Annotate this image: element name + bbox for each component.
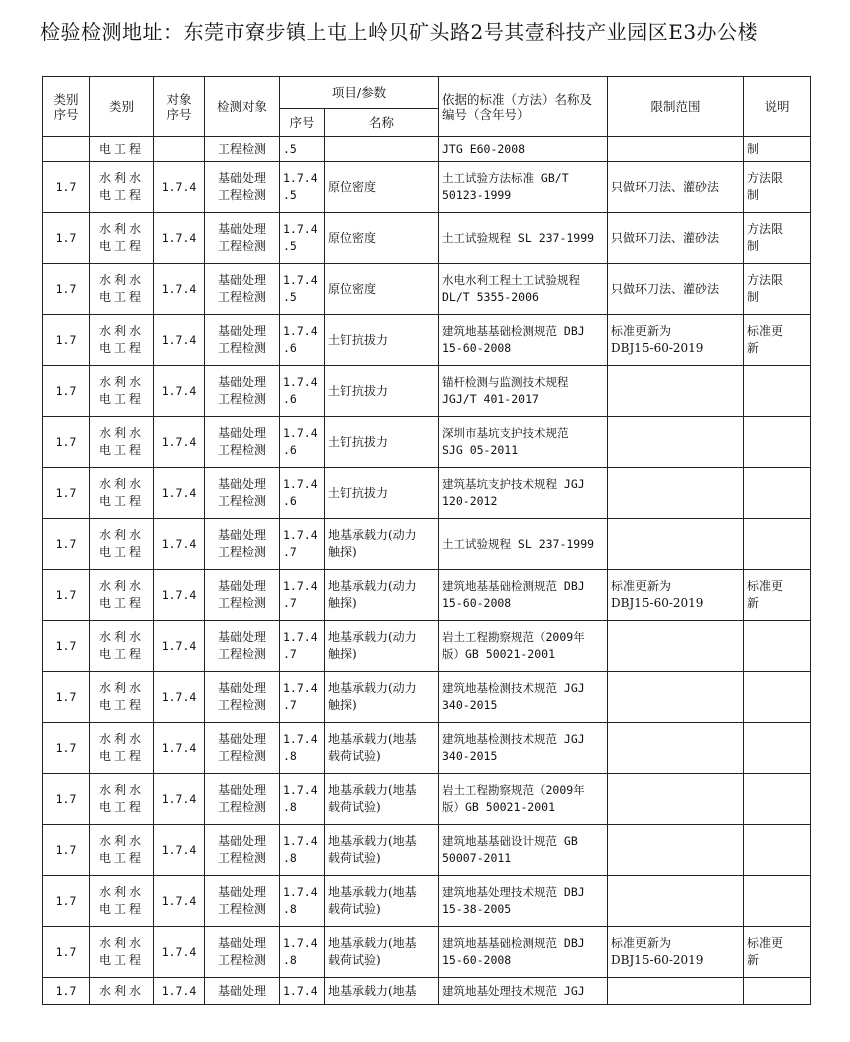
table-row — [43, 264, 811, 315]
cell-standard: 水电水利工程土工试验规程 DL/T 5355-2006 — [439, 264, 608, 315]
cell-object-no — [154, 137, 205, 162]
cell-object: 基础处理 工程检测 — [205, 570, 280, 621]
cell-item-no: 1.7.4 .8 — [280, 723, 325, 774]
header-standard: 依据的标准（方法）名称及 编号（含年号） — [439, 77, 608, 137]
cell-standard: 建筑地基处理技术规范 JGJ — [439, 978, 608, 1005]
cell-item-no: 1.7.4 .8 — [280, 927, 325, 978]
table-row — [43, 672, 811, 723]
cell-item-name: 地基承载力(地基 载荷试验) — [325, 927, 439, 978]
cell-note: 制 — [744, 137, 811, 162]
cell-limit: 只做环刀法、灌砂法 — [608, 213, 744, 264]
cell-limit — [608, 978, 744, 1005]
table-row — [43, 876, 811, 927]
cell-item-no: 1.7.4 .5 — [280, 213, 325, 264]
table-row — [43, 621, 811, 672]
cell-item-no: 1.7.4 .6 — [280, 417, 325, 468]
header-object: 检测对象 — [205, 77, 280, 137]
cell-object-no: 1.7.4 — [154, 774, 205, 825]
cell-category-no: 1.7 — [43, 366, 90, 417]
cell-item-name: 地基承载力(地基 载荷试验) — [325, 723, 439, 774]
page-title: 检验检测地址：东莞市寮步镇上屯上岭贝矿头路2号其壹科技产业园区E3办公楼 — [40, 20, 759, 44]
table-body — [43, 137, 811, 1005]
cell-standard: 土工试验规程 SL 237-1999 — [439, 519, 608, 570]
table-row — [43, 519, 811, 570]
cell-standard: 建筑地基检测技术规范 JGJ 340-2015 — [439, 672, 608, 723]
cell-object: 基础处理 工程检测 — [205, 621, 280, 672]
cell-category-no: 1.7 — [43, 927, 90, 978]
cell-category-no: 1.7 — [43, 825, 90, 876]
table-row — [43, 162, 811, 213]
cell-item-name: 土钉抗拔力 — [325, 366, 439, 417]
cell-category-no: 1.7 — [43, 621, 90, 672]
cell-limit — [608, 468, 744, 519]
cell-object-no: 1.7.4 — [154, 876, 205, 927]
cell-limit — [608, 825, 744, 876]
cell-category: 水利水 电工程 — [90, 825, 154, 876]
cell-object-no: 1.7.4 — [154, 621, 205, 672]
cell-object: 基础处理 工程检测 — [205, 213, 280, 264]
cell-category-no: 1.7 — [43, 774, 90, 825]
cell-category: 水利水 电工程 — [90, 723, 154, 774]
cell-object-no: 1.7.4 — [154, 366, 205, 417]
cell-standard: 建筑地基基础检测规范 DBJ 15-60-2008 — [439, 570, 608, 621]
cell-category-no: 1.7 — [43, 468, 90, 519]
table-row — [43, 723, 811, 774]
cell-limit: 只做环刀法、灌砂法 — [608, 162, 744, 213]
cell-object: 基础处理 工程检测 — [205, 825, 280, 876]
cell-object: 基础处理 工程检测 — [205, 519, 280, 570]
cell-object-no: 1.7.4 — [154, 468, 205, 519]
cell-object: 工程检测 — [205, 137, 280, 162]
cell-category: 水利水 电工程 — [90, 570, 154, 621]
cell-item-no: 1.7.4 .7 — [280, 519, 325, 570]
cell-object: 基础处理 工程检测 — [205, 774, 280, 825]
cell-note — [744, 876, 811, 927]
cell-item-name: 土钉抗拔力 — [325, 468, 439, 519]
cell-item-no: 1.7.4 .7 — [280, 672, 325, 723]
cell-object-no: 1.7.4 — [154, 672, 205, 723]
cell-item-name: 原位密度 — [325, 162, 439, 213]
cell-category-no: 1.7 — [43, 723, 90, 774]
cell-category: 电工程 — [90, 137, 154, 162]
cell-object: 基础处理 工程检测 — [205, 417, 280, 468]
table-row — [43, 315, 811, 366]
cell-object: 基础处理 工程检测 — [205, 723, 280, 774]
cell-standard: 土工试验规程 SL 237-1999 — [439, 213, 608, 264]
cell-item-no: 1.7.4 .8 — [280, 774, 325, 825]
cell-note — [744, 978, 811, 1005]
cell-note: 方法限 制 — [744, 264, 811, 315]
cell-item-name: 地基承载力(动力 触探) — [325, 570, 439, 621]
table-row — [43, 774, 811, 825]
cell-item-no: 1.7.4 .7 — [280, 621, 325, 672]
cell-note — [744, 774, 811, 825]
cell-note — [744, 672, 811, 723]
table-row — [43, 366, 811, 417]
cell-object-no: 1.7.4 — [154, 213, 205, 264]
cell-object-no: 1.7.4 — [154, 570, 205, 621]
cell-category-no: 1.7 — [43, 519, 90, 570]
cell-item-name: 地基承载力(动力 触探) — [325, 672, 439, 723]
cell-object-no: 1.7.4 — [154, 723, 205, 774]
cell-item-name — [325, 137, 439, 162]
cell-note — [744, 417, 811, 468]
cell-limit — [608, 774, 744, 825]
cell-object: 基础处理 工程检测 — [205, 927, 280, 978]
header-item-param: 项目/参数 — [280, 77, 439, 109]
cell-item-no: 1.7.4 — [280, 978, 325, 1005]
cell-category: 水利水 电工程 — [90, 672, 154, 723]
inspection-scope-table — [42, 76, 811, 1005]
cell-category-no: 1.7 — [43, 672, 90, 723]
cell-item-no: 1.7.4 .8 — [280, 825, 325, 876]
cell-note — [744, 723, 811, 774]
cell-item-name: 地基承载力(动力 触探) — [325, 621, 439, 672]
cell-object-no: 1.7.4 — [154, 825, 205, 876]
table-row — [43, 978, 811, 1005]
cell-standard: 建筑基坑支护技术规程 JGJ 120-2012 — [439, 468, 608, 519]
cell-category-no: 1.7 — [43, 213, 90, 264]
cell-category-no: 1.7 — [43, 417, 90, 468]
cell-item-no: 1.7.4 .5 — [280, 162, 325, 213]
cell-limit — [608, 876, 744, 927]
cell-standard: 建筑地基基础设计规范 GB 50007-2011 — [439, 825, 608, 876]
cell-category: 水利水 电工程 — [90, 468, 154, 519]
cell-note: 标准更 新 — [744, 315, 811, 366]
cell-standard: 深圳市基坑支护技术规范 SJG 05-2011 — [439, 417, 608, 468]
cell-category: 水利水 电工程 — [90, 774, 154, 825]
table-row — [43, 213, 811, 264]
cell-object: 基础处理 工程检测 — [205, 264, 280, 315]
cell-limit — [608, 723, 744, 774]
cell-standard: 建筑地基基础检测规范 DBJ 15-60-2008 — [439, 315, 608, 366]
cell-category: 水利水 电工程 — [90, 927, 154, 978]
cell-limit: 标准更新为 DBJ15-60-2019 — [608, 927, 744, 978]
cell-category-no: 1.7 — [43, 570, 90, 621]
cell-item-name: 土钉抗拔力 — [325, 417, 439, 468]
header-item-name: 名称 — [325, 109, 439, 137]
cell-standard: 岩土工程勘察规范（2009年 版）GB 50021-2001 — [439, 621, 608, 672]
cell-object: 基础处理 工程检测 — [205, 315, 280, 366]
cell-item-name: 地基承载力(地基 载荷试验) — [325, 825, 439, 876]
cell-object-no: 1.7.4 — [154, 417, 205, 468]
cell-standard: 土工试验方法标准 GB/T 50123-1999 — [439, 162, 608, 213]
cell-standard: 岩土工程勘察规范（2009年 版）GB 50021-2001 — [439, 774, 608, 825]
cell-category: 水利水 电工程 — [90, 213, 154, 264]
table-row — [43, 137, 811, 162]
cell-limit — [608, 417, 744, 468]
header-category: 类别 — [90, 77, 154, 137]
cell-category-no: 1.7 — [43, 264, 90, 315]
cell-item-name: 土钉抗拔力 — [325, 315, 439, 366]
cell-category-no — [43, 137, 90, 162]
cell-object: 基础处理 工程检测 — [205, 468, 280, 519]
cell-category: 水利水 电工程 — [90, 876, 154, 927]
header-limit: 限制范围 — [608, 77, 744, 137]
cell-limit — [608, 519, 744, 570]
cell-limit — [608, 621, 744, 672]
header-category-no: 类别 序号 — [43, 77, 90, 137]
table-row — [43, 570, 811, 621]
table-row — [43, 468, 811, 519]
cell-item-no: 1.7.4 .8 — [280, 876, 325, 927]
cell-item-name: 地基承载力(地基 载荷试验) — [325, 774, 439, 825]
cell-note: 标准更 新 — [744, 570, 811, 621]
cell-note: 方法限 制 — [744, 213, 811, 264]
cell-standard: 锚杆检测与监测技术规程 JGJ/T 401-2017 — [439, 366, 608, 417]
cell-category: 水利水 电工程 — [90, 366, 154, 417]
table-row — [43, 825, 811, 876]
cell-standard: 建筑地基处理技术规范 DBJ 15-38-2005 — [439, 876, 608, 927]
cell-item-no: .5 — [280, 137, 325, 162]
cell-category: 水利水 电工程 — [90, 519, 154, 570]
cell-limit — [608, 366, 744, 417]
cell-object-no: 1.7.4 — [154, 927, 205, 978]
cell-note: 方法限 制 — [744, 162, 811, 213]
cell-standard: 建筑地基基础检测规范 DBJ 15-60-2008 — [439, 927, 608, 978]
cell-category-no: 1.7 — [43, 315, 90, 366]
cell-item-no: 1.7.4 .6 — [280, 468, 325, 519]
cell-note: 标准更 新 — [744, 927, 811, 978]
cell-category: 水利水 电工程 — [90, 417, 154, 468]
cell-object: 基础处理 工程检测 — [205, 876, 280, 927]
cell-limit: 标准更新为 DBJ15-60-2019 — [608, 570, 744, 621]
cell-note — [744, 468, 811, 519]
cell-limit — [608, 672, 744, 723]
cell-note — [744, 825, 811, 876]
cell-limit — [608, 137, 744, 162]
cell-item-no: 1.7.4 .5 — [280, 264, 325, 315]
cell-object: 基础处理 工程检测 — [205, 366, 280, 417]
cell-limit: 标准更新为 DBJ15-60-2019 — [608, 315, 744, 366]
cell-object-no: 1.7.4 — [154, 978, 205, 1005]
table-row — [43, 927, 811, 978]
cell-item-no: 1.7.4 .6 — [280, 315, 325, 366]
cell-object-no: 1.7.4 — [154, 162, 205, 213]
cell-object: 基础处理 — [205, 978, 280, 1005]
cell-item-no: 1.7.4 .7 — [280, 570, 325, 621]
cell-item-name: 地基承载力(动力 触探) — [325, 519, 439, 570]
cell-category-no: 1.7 — [43, 876, 90, 927]
cell-object-no: 1.7.4 — [154, 264, 205, 315]
cell-note — [744, 519, 811, 570]
cell-object-no: 1.7.4 — [154, 315, 205, 366]
cell-note — [744, 621, 811, 672]
cell-note — [744, 366, 811, 417]
cell-item-name: 地基承载力(地基 载荷试验) — [325, 876, 439, 927]
cell-item-name: 地基承载力(地基 — [325, 978, 439, 1005]
cell-object: 基础处理 工程检测 — [205, 672, 280, 723]
cell-category-no: 1.7 — [43, 162, 90, 213]
cell-category-no: 1.7 — [43, 978, 90, 1005]
cell-category: 水利水 电工程 — [90, 162, 154, 213]
cell-standard: JTG E60-2008 — [439, 137, 608, 162]
cell-item-name: 原位密度 — [325, 264, 439, 315]
cell-category: 水利水 电工程 — [90, 264, 154, 315]
cell-object: 基础处理 工程检测 — [205, 162, 280, 213]
header-note: 说明 — [744, 77, 811, 137]
cell-category: 水利水 电工程 — [90, 315, 154, 366]
header-item-no: 序号 — [280, 109, 325, 137]
cell-item-no: 1.7.4 .6 — [280, 366, 325, 417]
cell-limit: 只做环刀法、灌砂法 — [608, 264, 744, 315]
table-row — [43, 417, 811, 468]
header-object-no: 对象 序号 — [154, 77, 205, 137]
cell-standard: 建筑地基检测技术规范 JGJ 340-2015 — [439, 723, 608, 774]
cell-category: 水利水 电工程 — [90, 621, 154, 672]
cell-category: 水利水 — [90, 978, 154, 1005]
cell-object-no: 1.7.4 — [154, 519, 205, 570]
cell-item-name: 原位密度 — [325, 213, 439, 264]
